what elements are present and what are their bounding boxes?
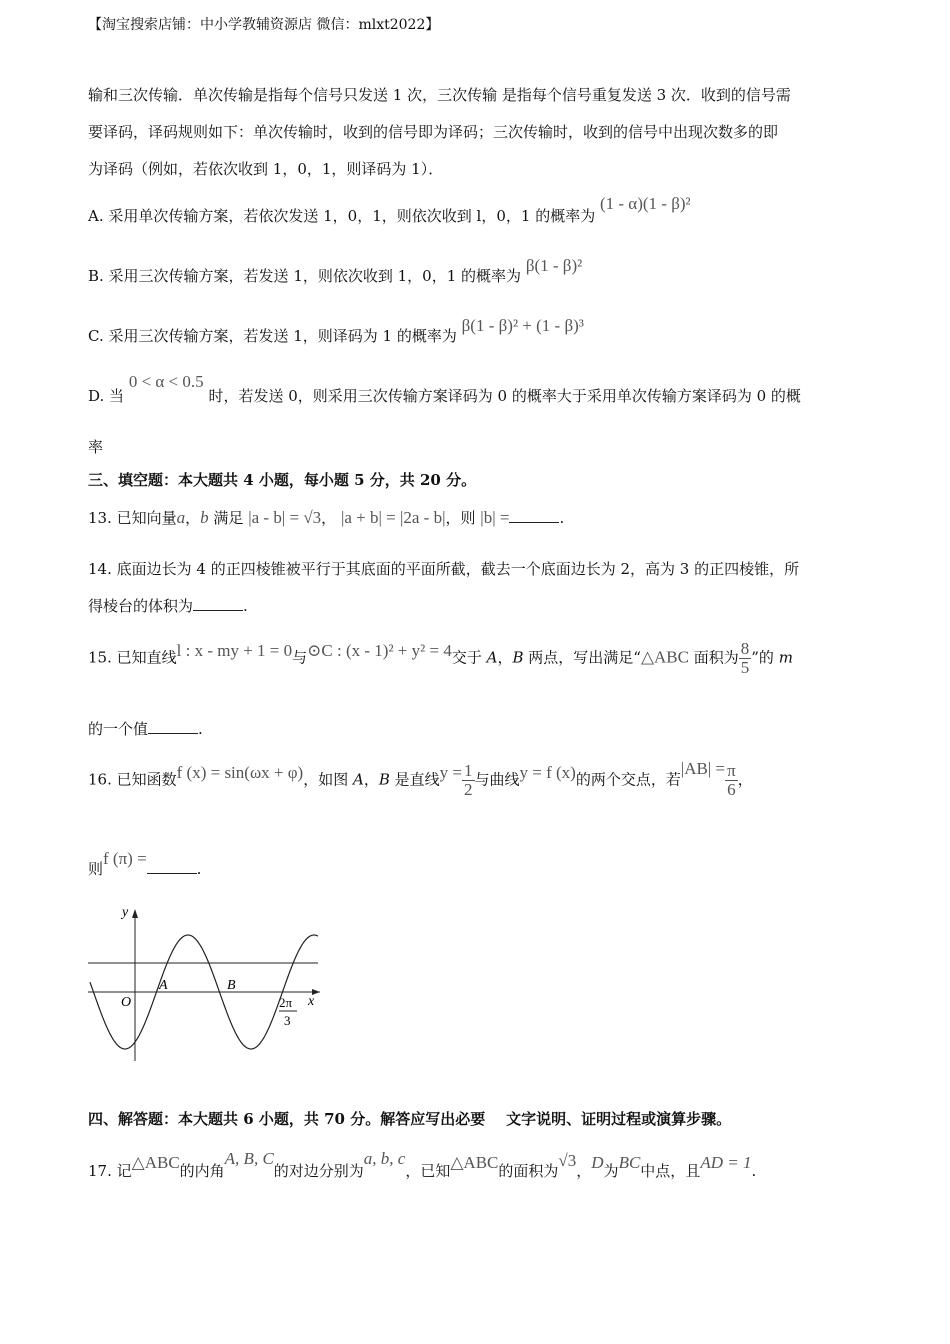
option-c-text: C. 采用三次传输方案，若发送 1，则译码为 1 的概率为 bbox=[88, 327, 457, 345]
q15-triangle: △ABC bbox=[640, 647, 689, 667]
q16-t2: 是直线 bbox=[389, 770, 440, 789]
q17-sides: a, b, c bbox=[363, 1149, 406, 1168]
q16-end: . bbox=[196, 860, 202, 878]
option-d-text: 时，若发送 0，则采用三次传输方案译码为 0 的概率大于采用单次传输方案译码为 0 的概 bbox=[208, 387, 801, 405]
intro-line-2: 要译码，译码规则如下：单次传输时，收到的信号即为译码；三次传输时，收到的信号中出现次数多的即 bbox=[88, 123, 779, 141]
q15-line2-text: 的一个值 bbox=[88, 720, 149, 738]
q16-y-eq: y = bbox=[439, 763, 462, 783]
q17-t4: 的面积为 bbox=[498, 1162, 559, 1180]
q16-point-a: A bbox=[352, 770, 364, 789]
x-label: x bbox=[308, 994, 315, 1009]
q16-frac-num: 1 bbox=[464, 761, 473, 780]
option-a-expr: (1 - α)(1 - β)² bbox=[599, 194, 691, 213]
q16-pi-num: π bbox=[727, 761, 736, 780]
question-16-line-2 bbox=[88, 849, 202, 879]
q16-fraction-pi bbox=[725, 762, 738, 799]
q15-comma: ， bbox=[497, 648, 513, 667]
q13-t1: 满足 bbox=[213, 509, 244, 527]
q13-vector-b: b bbox=[200, 508, 209, 527]
q15-frac-den: 5 bbox=[740, 657, 750, 677]
option-a bbox=[88, 194, 691, 226]
q15-line-eq: l : x - my + 1 = 0 bbox=[176, 641, 293, 661]
section-3-title: 三、填空题：本大题共 4 小题，每小题 5 分，共 20 分。 bbox=[88, 471, 477, 489]
q15-end: . bbox=[198, 720, 203, 738]
q15-t1: 与 bbox=[292, 648, 308, 667]
q15-m: m bbox=[778, 648, 793, 667]
option-d bbox=[88, 372, 801, 406]
question-14-line-1: 14. 底面边长为 4 的正四棱锥被平行于其底面的平面所截，截去一个底面边长为 2，高为 3 的正四棱锥，所 bbox=[88, 560, 800, 578]
answer-blank-15 bbox=[148, 719, 198, 734]
q17-t3: ，已知 bbox=[405, 1162, 451, 1180]
q15-point-a: A bbox=[486, 648, 498, 667]
question-17 bbox=[88, 1149, 757, 1181]
q17-ad: AD = 1 bbox=[700, 1153, 752, 1172]
origin-label: O bbox=[121, 995, 132, 1010]
question-14-line-2 bbox=[88, 595, 248, 616]
q17-pre: 17. 记 bbox=[88, 1162, 132, 1180]
q16-function: f (x) = sin(ωx + φ) bbox=[176, 763, 304, 783]
q16-line2-text: 则 bbox=[88, 860, 104, 878]
answer-blank-14 bbox=[193, 596, 243, 611]
option-c-expr: β(1 - β)² + (1 - β)³ bbox=[461, 316, 584, 335]
q13-t2: ，则 bbox=[445, 509, 476, 527]
q15-t3: 两点，写出满足“ bbox=[523, 648, 641, 667]
q17-area: √3 bbox=[558, 1151, 577, 1170]
option-b-text: B. 采用三次传输方案，若发送 1，则依次收到 1，0，1 的概率为 bbox=[88, 267, 522, 285]
q16-t1: ，如图 bbox=[303, 770, 353, 789]
q15-t2: 交于 bbox=[451, 648, 487, 667]
q17-angles: A, B, C bbox=[224, 1149, 274, 1168]
q16-fpi: f (π) = bbox=[103, 849, 147, 868]
q14-end: . bbox=[243, 597, 248, 615]
q16-t3: 与曲线 bbox=[474, 770, 520, 789]
q15-fraction bbox=[739, 640, 752, 677]
q16-fraction-half bbox=[462, 762, 475, 799]
point-b-label: B bbox=[227, 978, 236, 993]
q17-end: . bbox=[751, 1162, 757, 1180]
q16-comma: ， bbox=[363, 770, 379, 789]
sine-graph bbox=[80, 895, 330, 1070]
section-4-title: 四、解答题：本大题共 6 小题，共 70 分。解答应写出必要 文字说明、证明过程或演算步骤。 bbox=[88, 1110, 732, 1128]
option-b bbox=[88, 256, 583, 286]
q17-t7: 中点，且 bbox=[640, 1162, 701, 1180]
q17-t6: 为 bbox=[603, 1162, 619, 1180]
option-d-pre: D. 当 bbox=[88, 387, 125, 405]
q16-curve: y = f (x) bbox=[519, 763, 576, 783]
q15-point-b: B bbox=[512, 648, 524, 667]
header-banner: 【淘宝搜索店铺：中小学教辅资源店 微信：mlxt2022】 bbox=[88, 17, 440, 33]
q16-t5: ， bbox=[737, 770, 753, 789]
answer-blank-13 bbox=[509, 508, 559, 523]
q16-pi-den: 6 bbox=[727, 779, 736, 799]
option-a-text: A. 采用单次传输方案，若依次发送 1，0，1，则依次收到 l，0，1 的概率为 bbox=[88, 207, 596, 225]
option-d-wrap: 率 bbox=[88, 438, 104, 456]
tick-numerator: 2π bbox=[279, 995, 293, 1010]
question-16 bbox=[88, 759, 753, 799]
q16-ab: |AB| = bbox=[680, 759, 726, 779]
q17-d: D bbox=[591, 1153, 604, 1172]
q13-sep2: ， bbox=[321, 509, 337, 527]
tick-denominator: 3 bbox=[284, 1013, 291, 1028]
q17-t2: 的对边分别为 bbox=[273, 1162, 364, 1180]
option-d-cond: 0 < α < 0.5 bbox=[128, 372, 204, 391]
q13-pre: 13. 已知向量 bbox=[88, 509, 177, 527]
q17-triangle-2: △ABC bbox=[450, 1153, 499, 1172]
q13-vector-a: a bbox=[176, 508, 186, 527]
q15-frac-num: 8 bbox=[740, 639, 750, 658]
q15-t4: 面积为 bbox=[688, 648, 739, 667]
q17-t1: 的内角 bbox=[179, 1162, 225, 1180]
q16-t4: 的两个交点，若 bbox=[575, 770, 681, 789]
question-15-line-2 bbox=[88, 718, 203, 739]
q17-triangle: △ABC bbox=[131, 1153, 180, 1172]
answer-blank-16 bbox=[147, 859, 197, 874]
q13-sep1: ， bbox=[185, 509, 201, 527]
question-15 bbox=[88, 640, 793, 677]
q16-point-b: B bbox=[378, 770, 390, 789]
question-13 bbox=[88, 507, 564, 528]
q15-circle-eq: ⊙C : (x - 1)² + y² = 4 bbox=[307, 641, 452, 661]
y-axis-arrow bbox=[132, 909, 138, 918]
q17-bc: BC bbox=[618, 1153, 641, 1172]
q15-pre: 15. 已知直线 bbox=[88, 648, 177, 667]
q13-end: . bbox=[559, 509, 565, 527]
q16-frac-den: 2 bbox=[464, 779, 473, 799]
intro-line-3: 为译码（例如，若依次收到 1，0，1，则译码为 1）． bbox=[88, 160, 444, 178]
intro-line-1: 输和三次传输．单次传输是指每个信号只发送 1 次，三次传输 是指每个信号重复发送 3 次．收到的信号需 bbox=[88, 86, 791, 104]
q13-expr-3: |b| = bbox=[480, 508, 510, 527]
q16-pre: 16. 已知函数 bbox=[88, 770, 177, 789]
y-label: y bbox=[122, 905, 129, 920]
q15-t5: ”的 bbox=[751, 648, 779, 667]
q13-expr-1: |a - b| = √3 bbox=[248, 508, 322, 527]
q17-t5: ， bbox=[576, 1162, 592, 1180]
option-b-expr: β(1 - β)² bbox=[525, 256, 583, 275]
q13-expr-2: |a + b| = |2a - b| bbox=[340, 508, 446, 527]
q14-line2-text: 得棱台的体积为 bbox=[88, 597, 194, 615]
point-a-label: A bbox=[159, 978, 168, 993]
option-c bbox=[88, 316, 584, 346]
